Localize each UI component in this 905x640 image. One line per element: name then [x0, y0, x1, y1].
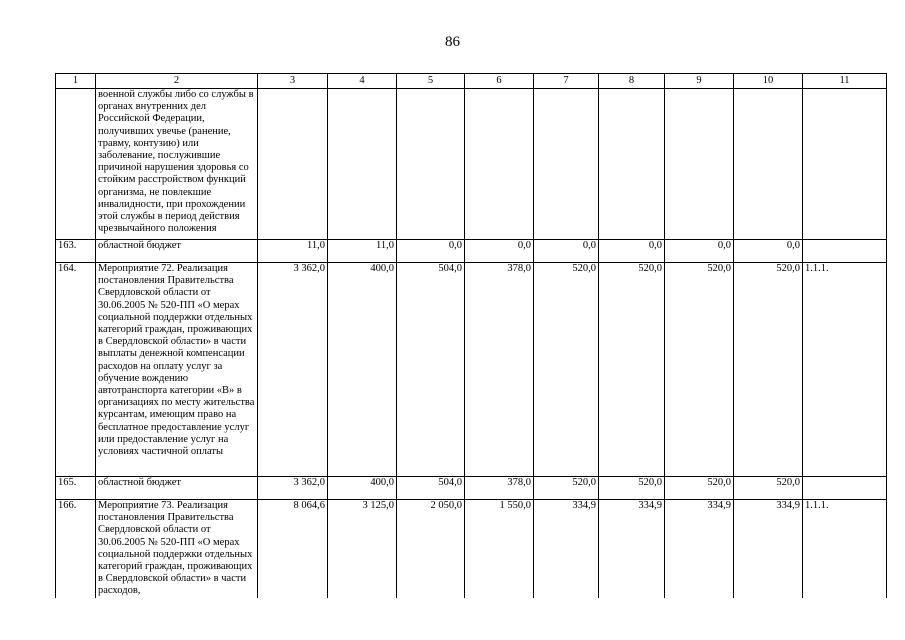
row-number: 166. — [56, 500, 96, 598]
row-value: 1 550,0 — [465, 500, 534, 598]
row-number: 165. — [56, 477, 96, 500]
row-value: 400,0 — [328, 263, 397, 477]
row-ref: 1.1.1. — [803, 500, 887, 598]
row-value: 0,0 — [599, 240, 665, 263]
row-value: 0,0 — [397, 240, 465, 263]
row-value: 520,0 — [534, 477, 599, 500]
row-value: 520,0 — [734, 477, 803, 500]
col-header: 11 — [803, 74, 887, 89]
row-value: 334,9 — [734, 500, 803, 598]
row-value: 400,0 — [328, 477, 397, 500]
table-row — [56, 500, 887, 598]
row-description: областной бюджет — [96, 477, 258, 500]
table-row — [56, 477, 887, 500]
row-value: 0,0 — [465, 240, 534, 263]
row-value — [599, 89, 665, 240]
col-header: 4 — [328, 74, 397, 89]
row-value: 334,9 — [599, 500, 665, 598]
col-header: 3 — [258, 74, 328, 89]
table-row — [56, 89, 887, 240]
page-number: 86 — [445, 34, 460, 50]
row-value: 0,0 — [665, 240, 734, 263]
col-header: 6 — [465, 74, 534, 89]
row-ref — [803, 477, 887, 500]
row-value: 3 362,0 — [258, 477, 328, 500]
row-value — [665, 89, 734, 240]
row-value: 520,0 — [599, 477, 665, 500]
row-description: военной службы либо со службы в органах внутренних дел Российской Федерации, получивших увечье (ранение, травму, контузию) или заболевание, послужившие причиной нарушения здоровья со стойким расстройством функций организма, не повлекшие инвалидности, при прохождении этой службы в период действия чрезвычайного положения — [96, 89, 258, 240]
row-value: 520,0 — [534, 263, 599, 477]
col-header: 9 — [665, 74, 734, 89]
table-row — [56, 263, 887, 477]
row-value: 504,0 — [397, 477, 465, 500]
row-value: 11,0 — [328, 240, 397, 263]
row-value: 3 362,0 — [258, 263, 328, 477]
row-value: 0,0 — [534, 240, 599, 263]
row-number: 164. — [56, 263, 96, 477]
row-value — [258, 89, 328, 240]
row-value — [534, 89, 599, 240]
row-value — [734, 89, 803, 240]
row-description: Мероприятие 73. Реализация постановления Правительства Свердловской области от 30.06.2005 № 520-ПП «О мерах социальной поддержки отдельных категорий граждан, проживающих в Свердловской области» в части расходов, — [96, 500, 258, 598]
row-value — [465, 89, 534, 240]
row-value — [397, 89, 465, 240]
row-value: 11,0 — [258, 240, 328, 263]
row-description: областной бюджет — [96, 240, 258, 263]
row-value: 504,0 — [397, 263, 465, 477]
col-header: 8 — [599, 74, 665, 89]
col-header: 1 — [56, 74, 96, 89]
row-value: 378,0 — [465, 477, 534, 500]
row-ref — [803, 89, 887, 240]
row-ref: 1.1.1. — [803, 263, 887, 477]
col-header: 10 — [734, 74, 803, 89]
row-value: 0,0 — [734, 240, 803, 263]
row-description: Мероприятие 72. Реализация постановления Правительства Свердловской области от 30.06.2005 № 520-ПП «О мерах социальной поддержки отдельных категорий граждан, проживающих в Свердловской области» в части выплаты денежной компенсации расходов на оплату услуг за обучение вождению автотранспорта категории «В» в организациях по месту жительства курсантам, имеющим право на бесплатное предоставление услуг или предоставление услуг на условиях частичной оплаты — [96, 263, 258, 477]
row-value: 2 050,0 — [397, 500, 465, 598]
col-header: 7 — [534, 74, 599, 89]
row-value: 520,0 — [665, 477, 734, 500]
row-number: 163. — [56, 240, 96, 263]
program-table — [55, 73, 887, 598]
table-row — [56, 240, 887, 263]
row-value: 334,9 — [534, 500, 599, 598]
row-value: 520,0 — [599, 263, 665, 477]
row-value: 520,0 — [734, 263, 803, 477]
col-header: 5 — [397, 74, 465, 89]
row-ref — [803, 240, 887, 263]
row-value — [328, 89, 397, 240]
row-value: 8 064,6 — [258, 500, 328, 598]
col-header: 2 — [96, 74, 258, 89]
row-value: 334,9 — [665, 500, 734, 598]
row-number — [56, 89, 96, 240]
row-value: 3 125,0 — [328, 500, 397, 598]
header-row — [56, 74, 887, 89]
row-value: 378,0 — [465, 263, 534, 477]
row-value: 520,0 — [665, 263, 734, 477]
